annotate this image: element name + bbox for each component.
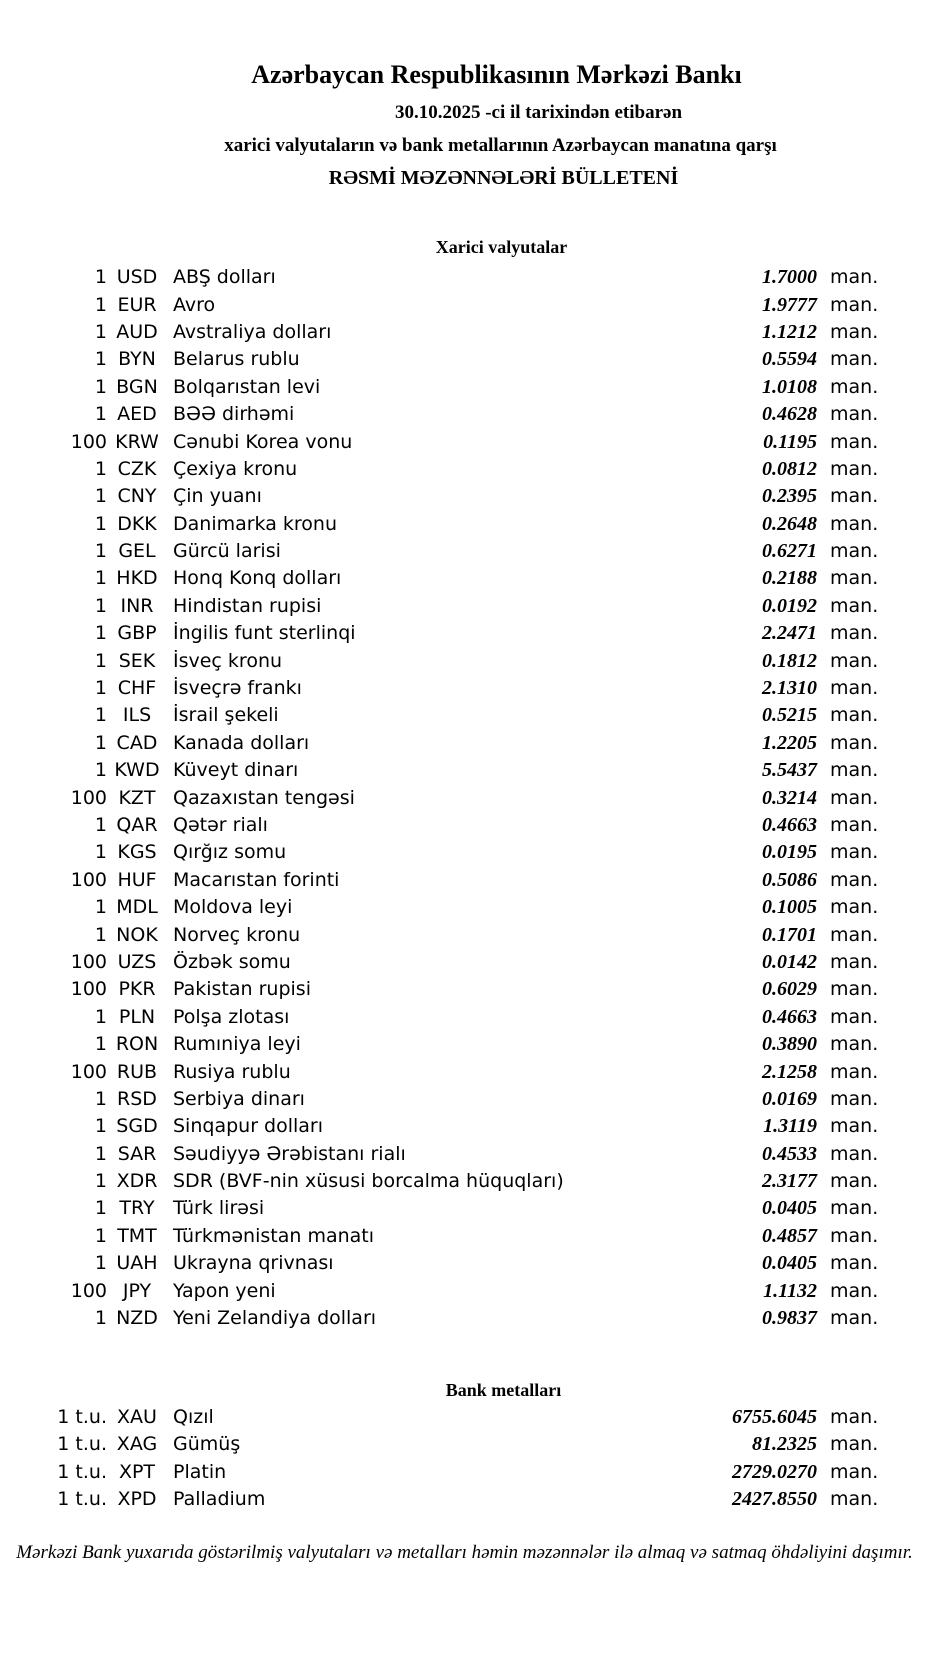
currency-code-cell: EUR	[117, 293, 157, 316]
rate-cell: 2.1258	[762, 1060, 817, 1083]
currency-code-cell: NZD	[116, 1307, 158, 1330]
currency-name-cell: Qətər rialı	[173, 814, 268, 836]
unit-cell: man.	[830, 1033, 879, 1056]
effective-date-line: 30.10.2025 -ci il tarixindən etibarən	[394, 102, 683, 123]
currency-name-cell: Honq Konq dolları	[173, 567, 342, 590]
currency-name-cell: Moldova leyi	[173, 896, 293, 919]
currency-code-cell: DKK	[117, 512, 157, 535]
quantity-cell: 100	[70, 950, 107, 973]
currency-code-cell: XPD	[117, 1488, 157, 1511]
currency-name-cell: Küveyt dinarı	[173, 759, 299, 782]
unit-cell: man.	[830, 841, 879, 864]
rate-cell: 0.4663	[762, 1005, 817, 1028]
table-row	[0, 1004, 951, 1031]
currency-code-cell: UZS	[117, 950, 157, 973]
rate-cell: 0.1812	[762, 649, 817, 672]
unit-cell: man.	[830, 1060, 879, 1083]
quantity-cell: 1	[94, 759, 107, 782]
currency-name-cell: Bolqarıstan levi	[173, 375, 321, 398]
table-row	[0, 1431, 951, 1459]
quantity-cell: 1	[94, 622, 107, 645]
unit-cell: man.	[830, 594, 879, 617]
table-row	[0, 1113, 951, 1140]
rate-cell: 0.3214	[762, 786, 817, 809]
table-row	[0, 291, 951, 318]
table-row	[0, 867, 951, 894]
table-row	[0, 346, 951, 373]
currency-name-cell: İsveçrə frankı	[173, 677, 302, 700]
currency-code-cell: INR	[120, 594, 154, 617]
rate-cell: 0.0142	[762, 950, 817, 973]
rate-cell: 0.2188	[762, 567, 817, 590]
currency-code-cell: BYN	[118, 348, 156, 371]
table-row	[0, 319, 951, 346]
quantity-cell: 1 t.u.	[57, 1460, 107, 1483]
quantity-cell: 100	[70, 430, 107, 453]
rate-cell: 0.1195	[763, 430, 817, 453]
unit-cell: man.	[830, 457, 879, 480]
currency-name-cell: Rusiya rublu	[173, 1060, 291, 1083]
table-row	[0, 702, 951, 729]
quantity-cell: 1	[94, 841, 107, 864]
rate-cell: 0.4857	[762, 1224, 817, 1247]
table-row	[0, 593, 951, 620]
table-row	[0, 839, 951, 866]
currency-name-cell: İngilis funt sterlinqi	[173, 622, 356, 645]
currency-code-cell: ILS	[122, 704, 152, 727]
bank-name-title: Azərbaycan Respublikasının Mərkəzi Bankı	[251, 60, 742, 89]
currency-name-cell: Platin	[173, 1460, 227, 1483]
currency-code-cell: HKD	[116, 567, 158, 590]
rate-cell: 0.2395	[762, 485, 817, 508]
rate-cell: 2.3177	[762, 1170, 817, 1193]
currency-name-cell: Belarus rublu	[173, 348, 300, 371]
table-row	[0, 949, 951, 976]
currency-name-cell: Çexiya kronu	[173, 457, 298, 480]
unit-cell: man.	[830, 512, 879, 535]
table-row	[0, 1486, 951, 1514]
currency-code-cell: XAU	[117, 1405, 157, 1428]
currency-name-cell: Kanada dolları	[173, 731, 310, 754]
quantity-cell: 1	[94, 485, 107, 508]
quantity-cell: 100	[70, 868, 107, 891]
unit-cell: man.	[830, 1279, 879, 1302]
currency-code-cell: JPY	[122, 1279, 152, 1302]
quantity-cell: 1	[94, 1087, 107, 1110]
currency-code-cell: SGD	[116, 1115, 158, 1138]
currency-code-cell: KZT	[118, 786, 156, 809]
rate-cell: 0.5215	[762, 704, 817, 727]
currency-code-cell: AUD	[116, 320, 158, 343]
rate-cell: 1.2205	[762, 731, 817, 754]
quantity-cell: 1	[94, 567, 107, 590]
currency-code-cell: NOK	[116, 923, 158, 946]
quantity-cell: 1	[94, 403, 107, 426]
quantity-cell: 1	[94, 1224, 107, 1247]
quantity-cell: 1	[94, 457, 107, 480]
table-row	[0, 894, 951, 921]
rate-cell: 0.6029	[762, 978, 817, 1001]
quantity-cell: 1	[94, 923, 107, 946]
unit-cell: man.	[830, 896, 879, 919]
unit-cell: man.	[830, 731, 879, 754]
quantity-cell: 1	[94, 1033, 107, 1056]
rate-cell: 5.5437	[762, 759, 817, 782]
quantity-cell: 1	[94, 1115, 107, 1138]
table-row	[0, 1403, 951, 1431]
unit-cell: man.	[830, 485, 879, 508]
rate-cell: 0.4628	[762, 403, 817, 426]
currency-name-cell: Avstraliya dolları	[173, 320, 332, 343]
unit-cell: man.	[830, 814, 879, 836]
quantity-cell: 1	[94, 1142, 107, 1165]
currency-name-cell: Hindistan rupisi	[173, 594, 322, 617]
currency-code-cell: CNY	[117, 485, 157, 508]
rate-cell: 1.7000	[762, 266, 817, 289]
currency-name-cell: Danimarka kronu	[173, 512, 338, 535]
quantity-cell: 1	[94, 375, 107, 398]
unit-cell: man.	[830, 759, 879, 782]
unit-cell: man.	[830, 1224, 879, 1247]
unit-cell: man.	[830, 567, 879, 590]
table-row	[0, 784, 951, 811]
quantity-cell: 100	[70, 1060, 107, 1083]
rate-cell: 6755.6045	[732, 1405, 817, 1428]
rate-cell: 81.2325	[752, 1433, 817, 1456]
currency-name-cell: Macarıstan forinti	[173, 868, 340, 891]
table-row	[0, 1277, 951, 1304]
unit-cell: man.	[830, 1115, 879, 1138]
currency-code-cell: RSD	[117, 1087, 157, 1110]
currency-code-cell: PKR	[118, 978, 156, 1001]
currency-name-cell: Polşa zlotası	[173, 1005, 290, 1028]
currency-name-cell: Qızıl	[173, 1405, 214, 1428]
currency-code-cell: TRY	[119, 1197, 155, 1220]
table-row	[0, 1031, 951, 1058]
unit-cell: man.	[830, 950, 879, 973]
quantity-cell: 1	[94, 1005, 107, 1028]
unit-cell: man.	[830, 430, 879, 453]
table-row	[0, 1195, 951, 1222]
rate-cell: 2427.8550	[732, 1488, 817, 1511]
currency-code-cell: PLN	[118, 1005, 156, 1028]
table-row	[0, 483, 951, 510]
currency-name-cell: Norveç kronu	[173, 923, 301, 946]
currency-name-cell: SDR (BVF-nin xüsusi borcalma hüquqları)	[173, 1170, 564, 1193]
unit-cell: man.	[830, 868, 879, 891]
rate-cell: 0.5594	[762, 348, 817, 371]
quantity-cell: 1	[94, 649, 107, 672]
table-row	[0, 647, 951, 674]
rate-cell: 1.1132	[763, 1279, 817, 1302]
currency-name-cell: Sinqapur dolları	[173, 1115, 324, 1138]
currency-table	[0, 264, 951, 1332]
table-row	[0, 374, 951, 401]
currency-name-cell: Səudiyyə Ərəbistanı rialı	[173, 1142, 406, 1165]
table-row	[0, 675, 951, 702]
currency-name-cell: BƏƏ dirhəmi	[173, 403, 295, 426]
currency-name-cell: İsrail şekeli	[173, 704, 279, 727]
rate-cell: 0.9837	[762, 1307, 817, 1330]
unit-cell: man.	[830, 375, 879, 398]
currency-code-cell: GEL	[118, 540, 156, 563]
unit-cell: man.	[830, 293, 879, 316]
table-row	[0, 730, 951, 757]
unit-cell: man.	[830, 320, 879, 343]
currency-name-cell: Serbiya dinarı	[173, 1087, 305, 1110]
rate-cell: 0.0405	[762, 1252, 817, 1275]
currency-name-cell: Gümüş	[173, 1433, 241, 1456]
currency-name-cell: İsveç kronu	[173, 649, 283, 672]
currency-code-cell: XDR	[116, 1170, 158, 1193]
currency-name-cell: Gürcü larisi	[173, 540, 281, 563]
quantity-cell: 1	[94, 293, 107, 316]
rate-cell: 0.4663	[762, 814, 817, 836]
section-title-metals: Bank metalları	[445, 1380, 562, 1401]
currency-code-cell: USD	[116, 266, 158, 289]
currency-name-cell: Palladium	[173, 1488, 266, 1511]
currency-code-cell: AED	[117, 403, 157, 426]
unit-cell: man.	[830, 923, 879, 946]
unit-cell: man.	[830, 1460, 879, 1483]
quantity-cell: 1	[94, 896, 107, 919]
table-row	[0, 1250, 951, 1277]
table-row	[0, 1141, 951, 1168]
unit-cell: man.	[830, 1005, 879, 1028]
rate-cell: 0.6271	[762, 540, 817, 563]
quantity-cell: 1	[94, 814, 107, 836]
rate-cell: 0.0195	[762, 841, 817, 864]
table-row	[0, 428, 951, 455]
bulletin-title: RƏSMİ MƏZƏNNƏLƏRİ BÜLLETENİ	[328, 167, 679, 189]
currency-name-cell: Qazaxıstan tengəsi	[173, 786, 355, 809]
currency-name-cell: Çin yuanı	[173, 485, 262, 508]
table-row	[0, 264, 951, 291]
unit-cell: man.	[830, 1142, 879, 1165]
table-row	[0, 1058, 951, 1085]
unit-cell: man.	[830, 1405, 879, 1428]
rate-cell: 0.5086	[762, 868, 817, 891]
currency-name-cell: Türk lirəsi	[173, 1197, 265, 1220]
currency-code-cell: CZK	[117, 457, 157, 480]
footer-note: Mərkəzi Bank yuxarıda göstərilmiş valyutaları və metalları həmin məzənnələr ilə almaq və satmaq öhdəliyini daşımır.	[16, 1541, 913, 1563]
currency-name-cell: Yapon yeni	[173, 1279, 276, 1302]
currency-code-cell: RUB	[116, 1060, 158, 1083]
table-row	[0, 812, 951, 839]
table-row	[0, 1223, 951, 1250]
table-row	[0, 1086, 951, 1113]
currency-code-cell: XPT	[118, 1460, 156, 1483]
rate-cell: 2.1310	[762, 677, 817, 700]
currency-name-cell: Qırğız somu	[173, 841, 287, 864]
quantity-cell: 1	[94, 1307, 107, 1330]
currency-name-cell: Rumıniya leyi	[173, 1033, 301, 1056]
currency-code-cell: KRW	[115, 430, 159, 453]
currency-code-cell: CAD	[116, 731, 158, 754]
currency-code-cell: SEK	[118, 649, 156, 672]
unit-cell: man.	[830, 1170, 879, 1193]
quantity-cell: 1	[94, 1252, 107, 1275]
table-row	[0, 976, 951, 1003]
unit-cell: man.	[830, 1197, 879, 1220]
currency-code-cell: QAR	[116, 814, 158, 836]
quantity-cell: 1	[94, 677, 107, 700]
quantity-cell: 100	[70, 1279, 107, 1302]
unit-cell: man.	[830, 1488, 879, 1511]
table-row	[0, 401, 951, 428]
currency-name-cell: ABŞ dolları	[173, 266, 276, 289]
quantity-cell: 1	[94, 594, 107, 617]
currency-code-cell: KGS	[117, 841, 157, 864]
unit-cell: man.	[830, 1433, 879, 1456]
unit-cell: man.	[830, 1087, 879, 1110]
unit-cell: man.	[830, 677, 879, 700]
currency-code-cell: HUF	[117, 868, 157, 891]
quantity-cell: 1	[94, 320, 107, 343]
currency-name-cell: Özbək somu	[173, 950, 291, 973]
rate-cell: 0.3890	[762, 1033, 817, 1056]
currency-name-cell: Avro	[173, 293, 216, 316]
quantity-cell: 1	[94, 704, 107, 727]
quantity-cell: 1 t.u.	[57, 1405, 107, 1428]
rate-cell: 0.1701	[762, 923, 817, 946]
metals-table	[0, 1403, 951, 1513]
rate-cell: 0.0169	[762, 1087, 817, 1110]
rate-cell: 0.0192	[762, 594, 817, 617]
currency-name-cell: Pakistan rupisi	[173, 978, 311, 1001]
unit-cell: man.	[830, 622, 879, 645]
currency-code-cell: BGN	[116, 375, 158, 398]
currency-code-cell: UAH	[116, 1252, 158, 1275]
unit-cell: man.	[830, 403, 879, 426]
rate-cell: 0.4533	[762, 1142, 817, 1165]
quantity-cell: 1 t.u.	[57, 1488, 107, 1511]
table-row	[0, 921, 951, 948]
unit-cell: man.	[830, 1307, 879, 1330]
unit-cell: man.	[830, 649, 879, 672]
currency-code-cell: XAG	[116, 1433, 158, 1456]
quantity-cell: 1	[94, 540, 107, 563]
currency-code-cell: SAR	[117, 1142, 157, 1165]
unit-cell: man.	[830, 540, 879, 563]
table-row	[0, 1305, 951, 1332]
unit-cell: man.	[830, 1252, 879, 1275]
rate-cell: 0.0812	[762, 457, 817, 480]
currency-name-cell: Türkmənistan manatı	[173, 1224, 375, 1247]
section-title-currencies: Xarici valyutalar	[435, 237, 568, 257]
quantity-cell: 1	[94, 1197, 107, 1220]
unit-cell: man.	[830, 786, 879, 809]
quantity-cell: 1	[94, 266, 107, 289]
rate-cell: 2.2471	[762, 622, 817, 645]
quantity-cell: 1	[94, 348, 107, 371]
table-row	[0, 565, 951, 592]
quantity-cell: 1	[94, 731, 107, 754]
table-row	[0, 1458, 951, 1486]
rate-cell: 0.1005	[762, 896, 817, 919]
unit-cell: man.	[830, 704, 879, 727]
quantity-cell: 100	[70, 978, 107, 1001]
currency-code-cell: KWD	[114, 759, 160, 782]
rate-cell: 1.3119	[763, 1115, 817, 1138]
quantity-cell: 1	[94, 1170, 107, 1193]
table-row	[0, 456, 951, 483]
currency-code-cell: GBP	[117, 622, 157, 645]
currency-code-cell: MDL	[116, 896, 158, 919]
rate-cell: 1.1212	[762, 320, 817, 343]
unit-cell: man.	[830, 978, 879, 1001]
currency-code-cell: RON	[115, 1033, 159, 1056]
currency-name-cell: Ukrayna qrivnası	[173, 1252, 334, 1275]
currency-name-cell: Cənubi Korea vonu	[173, 430, 353, 453]
table-row	[0, 511, 951, 538]
rate-cell: 2729.0270	[732, 1460, 817, 1483]
currency-code-cell: TMT	[117, 1224, 157, 1247]
quantity-cell: 1	[94, 512, 107, 535]
unit-cell: man.	[830, 348, 879, 371]
rate-cell: 0.2648	[762, 512, 817, 535]
rate-cell: 0.0405	[762, 1197, 817, 1220]
subtitle-line: xarici valyutaların və bank metallarının Azərbaycan manatına qarşı	[224, 135, 777, 156]
rate-cell: 1.9777	[762, 293, 817, 316]
rate-cell: 1.0108	[762, 375, 817, 398]
quantity-cell: 1 t.u.	[57, 1433, 107, 1456]
table-row	[0, 538, 951, 565]
currency-code-cell: CHF	[117, 677, 157, 700]
unit-cell: man.	[830, 266, 879, 289]
table-row	[0, 620, 951, 647]
currency-name-cell: Yeni Zelandiya dolları	[173, 1307, 377, 1330]
table-row	[0, 757, 951, 784]
table-row	[0, 1168, 951, 1195]
quantity-cell: 100	[70, 786, 107, 809]
